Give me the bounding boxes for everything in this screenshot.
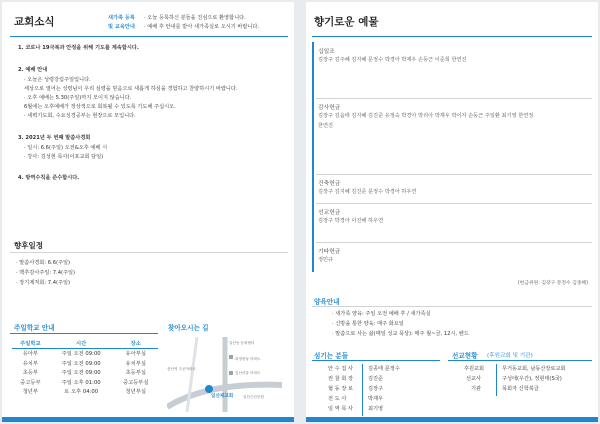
notice-2: 2. 예배 안내 bbox=[18, 67, 48, 73]
offering-committee-note: (헌금위원: 김장구 문정수 김종혜) bbox=[517, 281, 588, 286]
offering-people: 정민규 bbox=[318, 257, 334, 263]
offering-side-rule bbox=[312, 42, 314, 272]
church-map bbox=[167, 337, 282, 412]
column-header: 시간 bbox=[49, 338, 114, 348]
server-name: 박재우 bbox=[368, 396, 384, 402]
mission-name: 목회자 신학북클 bbox=[502, 386, 539, 392]
notice-2-line: 세상으로 열어는 성령님이 우리 심령을 믿음으로 새롭게 하심을 경험하고 찬양하시기 바랍니다. bbox=[24, 86, 238, 92]
map-label: 화정중앙 아파트 bbox=[235, 357, 261, 361]
mission-name: 무거동교회, 남동산장로교회 bbox=[502, 366, 566, 372]
server-role: 임 역 목 사 bbox=[328, 406, 353, 412]
right-page bbox=[306, 2, 598, 422]
column-header: 장소 bbox=[114, 338, 158, 348]
offering-divider bbox=[316, 174, 592, 175]
map-title: 찾아오시는 길 bbox=[168, 324, 209, 332]
schedule-item: · 장기제직회: 7.4(주일) bbox=[16, 280, 71, 286]
notice-2-line: · 오후 예배는 5.30(주일)까지 모이지 않습니다. bbox=[24, 95, 132, 101]
table-cell: 주일 오전 09:00 bbox=[61, 370, 101, 377]
mission-divider bbox=[496, 364, 497, 396]
server-name: 김종태 문정수 bbox=[368, 366, 400, 372]
mission-name: 구성태(우간), 정현태(S국) bbox=[502, 376, 562, 382]
page-title: 향기로운 예물 bbox=[314, 16, 379, 28]
offering-people: 김장구 박경아 이진해 하우연 bbox=[318, 218, 384, 224]
page-footer-bar bbox=[306, 417, 598, 422]
servers-title: 섬기는 분들 bbox=[314, 352, 349, 360]
map-landmark bbox=[229, 371, 233, 375]
table-row bbox=[12, 387, 158, 397]
server-role: 안 수 집 사 bbox=[328, 366, 353, 372]
server-role: 권 찰 회 장 bbox=[328, 376, 353, 382]
table-cell: 유아부실 bbox=[125, 351, 146, 358]
table-cell: 주일 오후 01:00 bbox=[61, 379, 101, 386]
nurture-line: · 신방을 통한 양육: 매주 화요일 bbox=[332, 321, 404, 327]
table-row bbox=[12, 358, 158, 368]
map-label: 일산동 문화센터 bbox=[229, 341, 255, 345]
table-cell: 초등부 bbox=[22, 370, 39, 377]
title-rule bbox=[10, 36, 288, 37]
offering-people: 김장구 김주혜 김지혜 문정수 박경아 박재우 손동근 이준희 한연진 bbox=[318, 57, 467, 63]
table-row bbox=[12, 348, 158, 358]
offering-divider bbox=[316, 242, 592, 243]
map-label: 일산마을 아파트 bbox=[235, 371, 261, 375]
offering-people: 김장구 김지혜 김진준 문정수 박경아 하우연 bbox=[318, 189, 417, 195]
nurture-title: 양육안내 bbox=[314, 298, 340, 306]
nurture-line: · 말씀으로 사는 삶(매일 성교 묵상): 매주 월~금, 12시, 밴드 bbox=[332, 331, 469, 337]
offering-name: 선교헌금 bbox=[318, 210, 341, 216]
servers-divider bbox=[362, 364, 363, 416]
schedule-title: 향후일정 bbox=[14, 241, 43, 250]
table-cell: 유치부실 bbox=[125, 360, 146, 367]
title-rule bbox=[312, 36, 592, 37]
nurture-rule bbox=[312, 306, 592, 307]
schedule-item: · 말씀사경회: 6.6(주일) bbox=[16, 260, 71, 266]
offering-name: 십일조 bbox=[318, 49, 335, 55]
sunday-school-title: 주일학교 안내 bbox=[14, 324, 55, 332]
offering-name: 기타헌금 bbox=[318, 249, 341, 255]
mission-role: 선교사 bbox=[466, 376, 482, 382]
table-cell: 유치부 bbox=[22, 360, 39, 367]
server-name: 김진준 bbox=[368, 376, 384, 382]
map-church-label: 일산제교회 bbox=[211, 394, 234, 399]
mission-role: 기관 bbox=[471, 386, 482, 392]
servers-rule bbox=[312, 360, 440, 361]
table-row bbox=[12, 368, 158, 378]
offering-people: 한연진 bbox=[318, 123, 334, 129]
newcomer-line-1: · 오늘 등록하신 분들을 진심으로 환영합니다. bbox=[144, 15, 246, 21]
notice-4: 4. 방역수칙을 준수합시다. bbox=[18, 175, 80, 181]
page-title: 교회소식 bbox=[14, 16, 55, 28]
notice-3-line: · 강사: 김성현 목사(이포교회 담임) bbox=[24, 154, 104, 160]
server-role: 협 동 장 로 bbox=[328, 386, 353, 392]
schedule-item: · 맥추감사주일: 7.4(주일) bbox=[16, 270, 76, 276]
offering-divider bbox=[316, 203, 592, 204]
server-role: 전 도 사 bbox=[328, 396, 347, 402]
offering-people: 김장구 김옵태 김지혜 김진준 유정숙 박경아 박리아 박재우 박이자 손동근 주일환 최기영 한연정 bbox=[318, 113, 534, 119]
notice-2-line: · 새벽기도회, 수요성경공부는 현장으로 모입니다. bbox=[24, 113, 136, 119]
mission-rule bbox=[448, 360, 592, 361]
mission-role: 후원교회 bbox=[464, 366, 485, 372]
schedule-rule bbox=[10, 252, 288, 253]
table-cell: 초등부실 bbox=[125, 370, 146, 377]
sunday-school-table bbox=[12, 338, 158, 396]
map-graphic bbox=[167, 337, 282, 412]
notice-3: 3. 2021년 두 번째 말씀사경회 bbox=[18, 135, 91, 141]
table-cell: 중고등부 bbox=[20, 379, 41, 386]
table-cell: 청년부 bbox=[22, 389, 39, 396]
table-cell: 주일 오전 09:00 bbox=[61, 351, 101, 358]
newcomer-label-2: 및 교육안내 bbox=[108, 24, 135, 30]
table-cell: 토 오후 04:00 bbox=[64, 389, 99, 396]
sunday-school-rule bbox=[10, 333, 158, 334]
mission-title: 선교현황 bbox=[452, 352, 478, 360]
server-name: 최기영 bbox=[368, 406, 384, 412]
newcomer-label-1: 새가족 등록 bbox=[108, 15, 135, 21]
map-landmark bbox=[229, 355, 233, 359]
map-label: 풍산역 주공아파트 bbox=[167, 367, 196, 371]
notice-2-line: 6월에는 오후예배가 정상적으로 회복될 수 있도록 기도해 주십시오. bbox=[24, 104, 176, 110]
table-cell: 중고등부실 bbox=[122, 379, 149, 386]
mission-subtitle: (후원교회 및 기관) bbox=[487, 353, 533, 359]
column-header: 주일학교 bbox=[12, 338, 49, 348]
offering-name: 건축헌금 bbox=[318, 181, 341, 187]
offering-name: 감사헌금 bbox=[318, 105, 341, 111]
table-cell: 청년부실 bbox=[125, 389, 146, 396]
table-header-row bbox=[12, 338, 158, 348]
newcomer-line-2: · 예배 후 안내를 받아 새가족실로 오시기 바랍니다. bbox=[144, 24, 260, 30]
table-cell: 유아부 bbox=[22, 351, 39, 358]
table-row bbox=[12, 377, 158, 387]
table-cell: 주일 오전 09:00 bbox=[61, 360, 101, 367]
notice-2-line: · 오늘은 성령강림주일입니다. bbox=[24, 77, 91, 83]
map-road bbox=[187, 337, 197, 412]
map-label: 일산근린공원 bbox=[243, 395, 264, 399]
left-page bbox=[2, 2, 294, 422]
notice-1: 1. 코로나 19극복과 안정을 위해 기도를 계속합시다. bbox=[18, 45, 139, 51]
offering-divider bbox=[316, 98, 592, 99]
page-footer-bar bbox=[2, 417, 294, 422]
nurture-line: · 새가족 양육: 주일 오전 예배 후 / 새가족실 bbox=[332, 311, 431, 317]
server-name: 김장구 bbox=[368, 386, 384, 392]
notice-3-line: · 일시: 6.6(주일) 오전&오후 예배 시 bbox=[24, 145, 108, 151]
location-pin-icon bbox=[205, 385, 213, 393]
